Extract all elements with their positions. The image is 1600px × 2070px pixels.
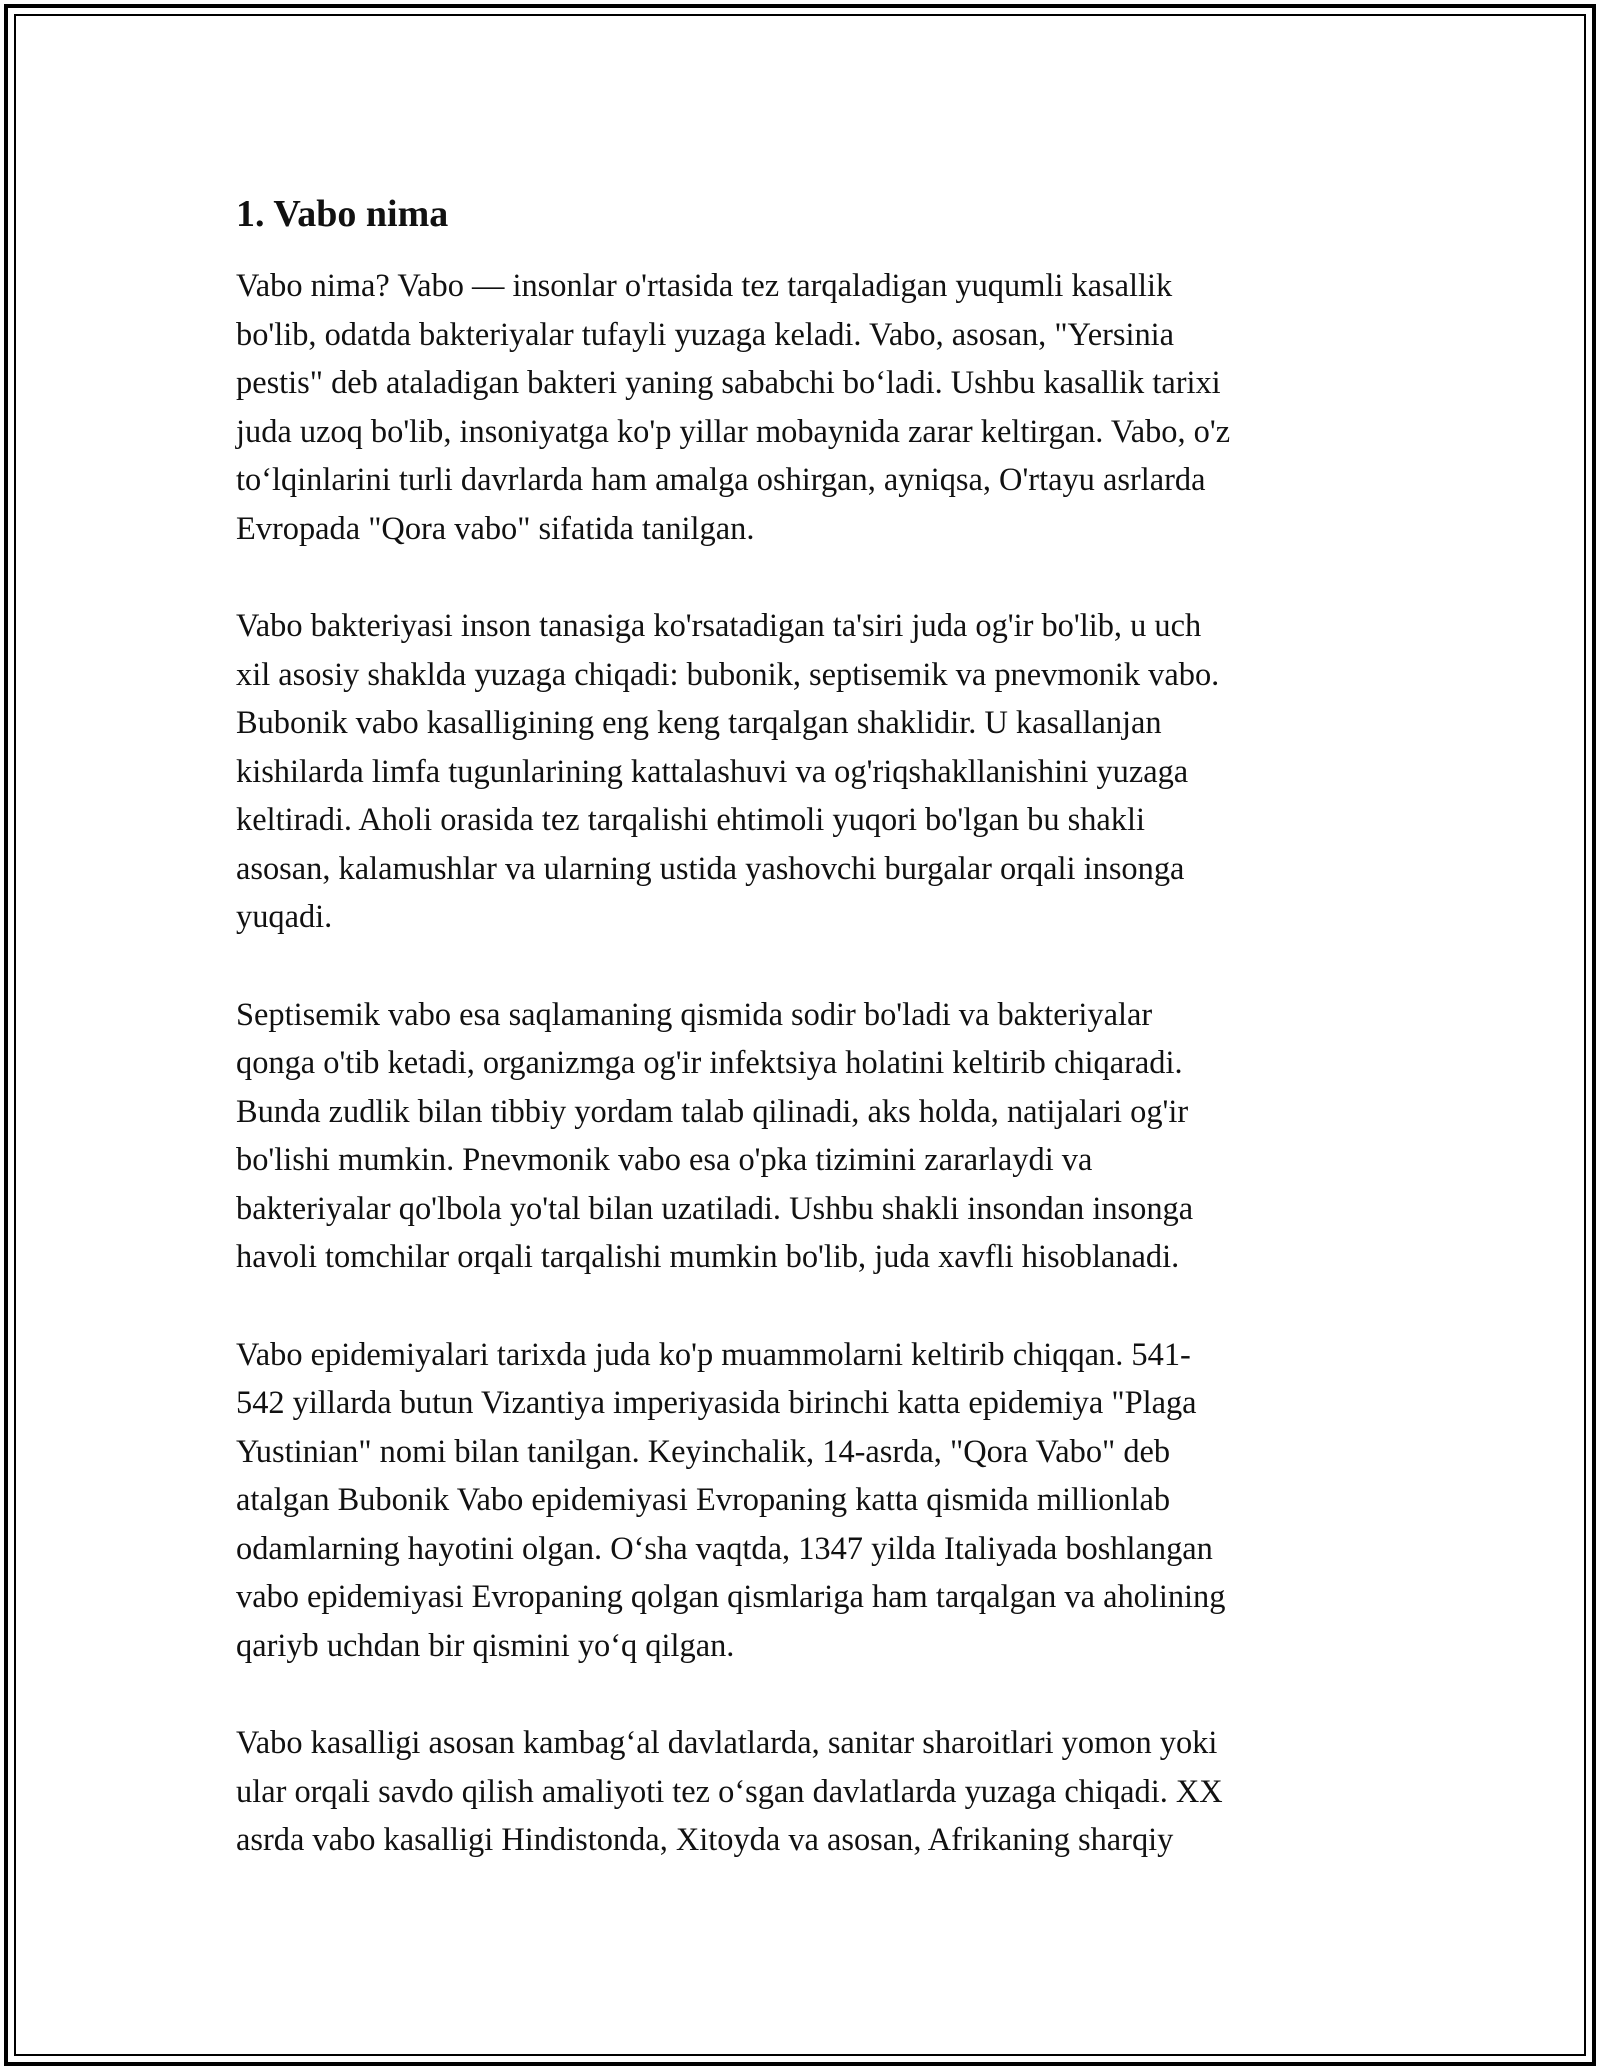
text-line: odamlarning hayotini olgan. Oʻsha vaqtda, 1347 yilda Italiyada boshlangan	[236, 1530, 1213, 1567]
text-line: 542 yillarda butun Vizantiya imperiyasida birinchi katta epidemiya "Plaga	[236, 1385, 1197, 1421]
text-line: pestis" deb ataladigan bakteri yaning sababchi boʻladi. Ushbu kasallik tarixi	[236, 365, 1221, 401]
text-line: Septisemik vabo esa saqlamaning qismida sodir bo'ladi va bakteriyalar	[236, 996, 1153, 1033]
text-line: asrda vabo kasalligi Hindistonda, Xitoyda va asosan, Afrikaning sharqiy	[236, 1822, 1174, 1858]
text-line: keltiradi. Aholi orasida tez tarqalishi ehtimoli yuqori bo'lgan bu shakli	[236, 802, 1145, 838]
text-line: qonga o'tib ketadi, organizmga og'ir infektsiya holatini keltirib chiqaradi.	[236, 1045, 1183, 1081]
text-line: juda uzoq bo'lib, insoniyatga ko'p yillar mobaynida zarar keltirgan. Vabo, o'z	[236, 413, 1231, 450]
text-line: Vabo epidemiyalari tarixda juda ko'p muammolarni keltirib chiqqan. 541-	[236, 1336, 1191, 1373]
text-line: vabo epidemiyasi Evropaning qolgan qismlariga ham tarqalgan va aholining	[236, 1579, 1226, 1615]
text-line: yuqadi.	[236, 899, 333, 935]
text-line: Vabo kasalligi asosan kambagʻal davlatlarda, sanitar sharoitlari yomon yoki	[236, 1725, 1218, 1761]
section-heading: 1. Vabo nima	[236, 193, 449, 235]
paragraph-1	[236, 262, 1376, 553]
text-line: xil asosiy shaklda yuzaga chiqadi: bubonik, septisemik va pnevmonik vabo.	[236, 656, 1220, 693]
text-line: Vabo bakteriyasi inson tanasiga ko'rsatadigan ta'siri juda og'ir bo'lib, u uch	[236, 608, 1202, 644]
text-line: Evropada "Qora vabo" sifatida tanilgan.	[236, 510, 755, 547]
text-line: qariyb uchdan bir qismini yoʻq qilgan.	[236, 1627, 735, 1664]
text-line: Vabo nima? Vabo — insonlar o'rtasida tez tarqaladigan yuqumli kasallik	[236, 268, 1173, 304]
text-line: ular orqali savdo qilish amaliyoti tez oʻsgan davlatlarda yuzaga chiqadi. XX	[236, 1773, 1223, 1810]
text-line: asosan, kalamushlar va ularning ustida yashovchi burgalar orqali insonga	[236, 850, 1185, 887]
text-line: bakteriyalar qo'lbola yo'tal bilan uzatiladi. Ushbu shakli insondan insonga	[236, 1190, 1194, 1227]
text-line: bo'lib, odatda bakteriyalar tufayli yuzaga keladi. Vabo, asosan, "Yersinia	[236, 316, 1175, 353]
text-line: kishilarda limfa tugunlarining kattalashuvi va og'riqshakllanishini yuzaga	[236, 753, 1189, 790]
text-line: Bubonik vabo kasalligining eng keng tarqalgan shaklidir. U kasallanjan	[236, 705, 1162, 741]
paragraph-3	[236, 991, 1376, 1282]
text-line: Yustinian" nomi bilan tanilgan. Keyinchalik, 14-asrda, "Qora Vabo" deb	[236, 1433, 1171, 1470]
text-line: havoli tomchilar orqali tarqalishi mumkin bo'lib, juda xavfli hisoblanadi.	[236, 1239, 1180, 1275]
paragraph-5	[236, 1719, 1376, 1865]
text-line: Bunda zudlik bilan tibbiy yordam talab qilinadi, aks holda, natijalari og'ir	[236, 1093, 1189, 1130]
text-line: toʻlqinlarini turli davrlarda ham amalga oshirgan, ayniqsa, O'rtayu asrlarda	[236, 462, 1206, 498]
document-page	[236, 186, 1376, 1914]
paragraph-4	[236, 1331, 1376, 1671]
text-line: bo'lishi mumkin. Pnevmonik vabo esa o'pka tizimini zararlaydi va	[236, 1142, 1093, 1178]
text-line: atalgan Bubonik Vabo epidemiyasi Evropaning katta qismida millionlab	[236, 1482, 1171, 1518]
paragraph-2	[236, 602, 1376, 942]
